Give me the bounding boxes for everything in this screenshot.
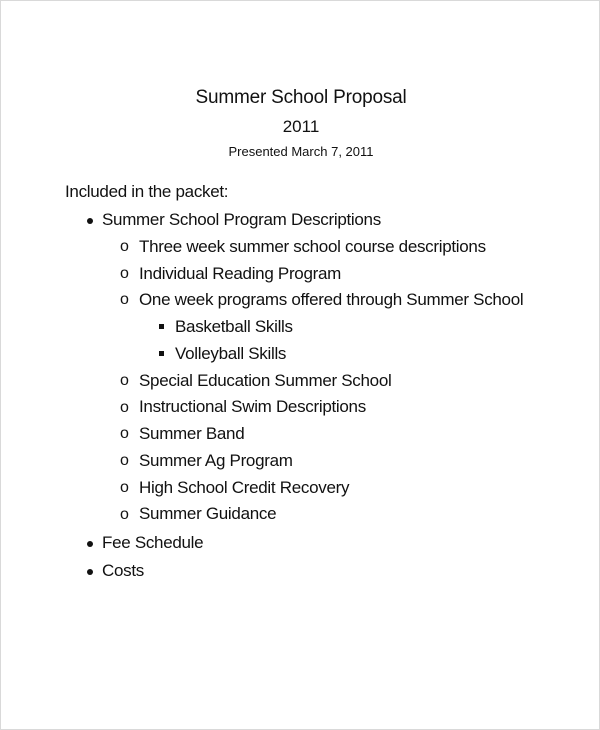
packet-intro: Included in the packet: <box>65 182 229 201</box>
circle-bullet-icon: o <box>120 452 129 469</box>
list-item: Fee Schedule <box>102 533 204 552</box>
bullet-icon <box>87 569 93 575</box>
list-item: Volleyball Skills <box>175 344 287 363</box>
list-item: Summer Ag Program <box>139 451 293 470</box>
circle-bullet-icon: o <box>120 238 129 255</box>
list-item: Three week summer school course descriptions <box>139 237 486 256</box>
circle-bullet-icon: o <box>120 479 129 496</box>
list-item: Special Education Summer School <box>139 371 392 390</box>
document-year: 2011 <box>282 117 320 136</box>
list-item: High School Credit Recovery <box>139 478 350 497</box>
list-item: Instructional Swim Descriptions <box>139 397 366 416</box>
presented-date: Presented March 7, 2011 <box>228 144 374 159</box>
list-item: Summer Guidance <box>139 504 277 523</box>
square-bullet-icon <box>159 324 164 329</box>
bullet-icon <box>87 541 93 547</box>
bullet-icon <box>87 218 93 224</box>
list-item: Summer Band <box>139 424 245 443</box>
circle-bullet-icon: o <box>120 372 129 389</box>
circle-bullet-icon: o <box>120 291 129 308</box>
list-item: Basketball Skills <box>175 317 293 336</box>
list-item: Summer School Program Descriptions <box>102 210 381 229</box>
circle-bullet-icon: o <box>120 506 129 523</box>
circle-bullet-icon: o <box>120 425 129 442</box>
circle-bullet-icon: o <box>120 399 129 416</box>
square-bullet-icon <box>159 351 164 356</box>
document-title: Summer School Proposal <box>195 87 407 108</box>
list-item: One week programs offered through Summer School <box>139 290 524 309</box>
list-item: Individual Reading Program <box>139 264 341 283</box>
list-item: Costs <box>102 561 144 580</box>
circle-bullet-icon: o <box>120 265 129 282</box>
